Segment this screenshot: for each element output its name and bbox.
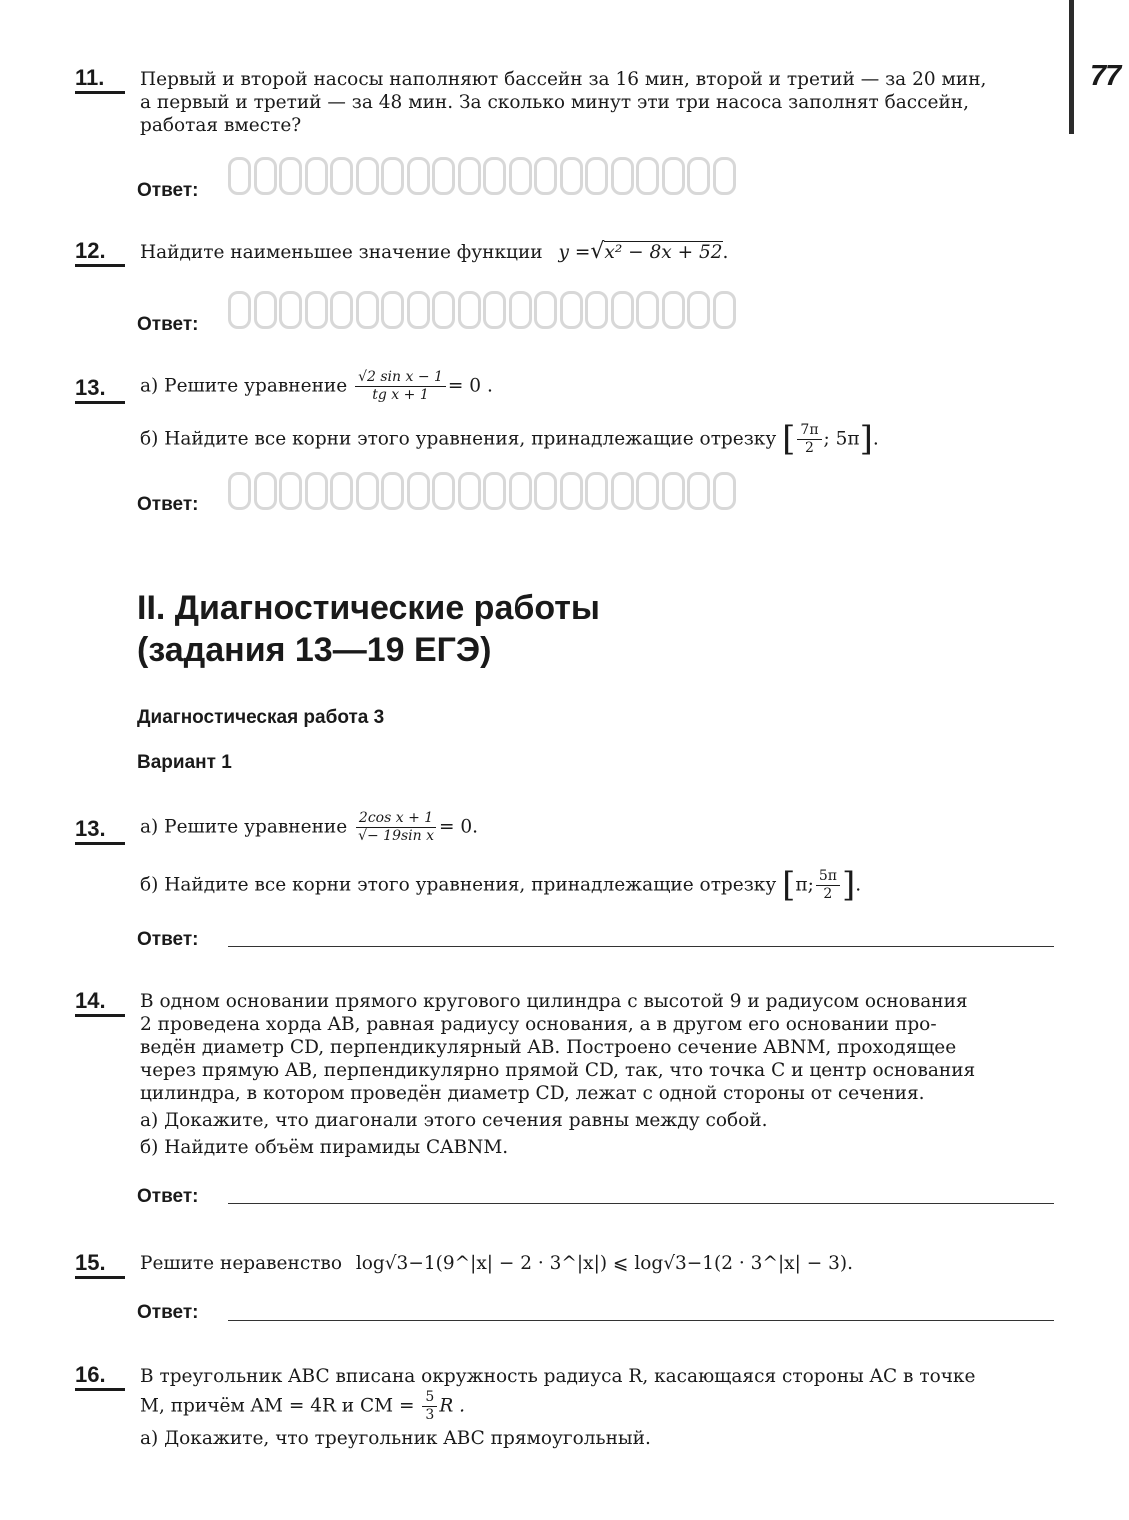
answer-cell[interactable] <box>560 291 583 329</box>
answer-cell[interactable] <box>611 157 634 195</box>
task-14-answer-label: Ответ: <box>137 1186 199 1207</box>
answer-cell[interactable] <box>611 472 634 510</box>
answer-cell[interactable] <box>407 472 430 510</box>
fraction-numerator: 7π <box>797 423 821 440</box>
task-15-formula: log√3−1(9^|x| − 2 · 3^|x|) ⩽ log√3−1(2 · 3^|x| − 3). <box>355 1253 853 1274</box>
task-12-answer-cells[interactable] <box>228 291 738 329</box>
task-14-line-1: В одном основании прямого кругового цилиндра с высотой 9 и радиусом основания <box>140 991 968 1012</box>
task-15-prompt: Решите неравенство <box>140 1253 342 1274</box>
task-11-text <box>140 68 1058 137</box>
section-title-line-2: (задания 13—19 ЕГЭ) <box>137 631 492 669</box>
answer-cell[interactable] <box>636 291 659 329</box>
answer-cell[interactable] <box>381 157 404 195</box>
task-13b-part-a <box>140 811 478 844</box>
task-13b-fraction <box>355 811 437 844</box>
answer-cell[interactable] <box>305 157 328 195</box>
answer-cell[interactable] <box>713 291 736 329</box>
task-13a-part-a <box>140 370 493 403</box>
task-12-number: 12. <box>75 240 125 267</box>
fraction-numerator: 5 <box>422 1390 437 1407</box>
answer-cell[interactable] <box>279 472 302 510</box>
task-14-number: 14. <box>75 990 125 1017</box>
task-13b-number: 13. <box>75 818 125 845</box>
task-13b-part-a-prompt: а) Решите уравнение <box>140 816 348 838</box>
answer-cell[interactable] <box>254 291 277 329</box>
task-16-line-2-post: R . <box>439 1395 466 1417</box>
answer-cell[interactable] <box>254 472 277 510</box>
answer-cell[interactable] <box>330 157 353 195</box>
task-11-line-2: а первый и третий — за 48 мин. За сколько минут эти три насоса заполнят бассейн, <box>140 92 970 113</box>
answer-cell[interactable] <box>483 472 506 510</box>
task-11-line-1: Первый и второй насосы наполняют бассейн за 16 мин, второй и третий — за 20 мин, <box>140 69 987 90</box>
answer-cell[interactable] <box>509 291 532 329</box>
task-13b-part-b-prompt: б) Найдите все корни этого уравнения, принадлежащие отрезку <box>140 874 777 896</box>
work-title: Диагностическая работа 3 <box>137 707 385 728</box>
task-13a-answer-label: Ответ: <box>137 494 199 515</box>
answer-cell[interactable] <box>636 157 659 195</box>
task-13a-segment-fraction <box>797 423 821 456</box>
answer-cell[interactable] <box>228 472 251 510</box>
task-13b-segment-fraction <box>816 869 840 902</box>
answer-cell[interactable] <box>509 157 532 195</box>
answer-cell[interactable] <box>305 472 328 510</box>
task-11-answer-cells[interactable] <box>228 157 738 195</box>
task-12-text: Найдите наименьшее значение функции y =√x² − 8x + 52. <box>140 239 729 264</box>
task-13a-fraction <box>355 370 446 403</box>
page-number: 77 <box>1090 60 1121 92</box>
task-16-number: 16. <box>75 1364 125 1391</box>
task-13b-end: . <box>855 874 862 896</box>
answer-cell[interactable] <box>254 157 277 195</box>
answer-cell[interactable] <box>483 157 506 195</box>
answer-cell[interactable] <box>560 157 583 195</box>
task-13b-segment-pre: π; <box>795 874 814 896</box>
answer-cell[interactable] <box>458 472 481 510</box>
task-14-line-4: через прямую AB, перпендикулярно прямой CD, так, что точка C и центр основания <box>140 1060 976 1081</box>
task-13a-end: . <box>872 428 879 450</box>
task-14-line-3: ведён диаметр CD, перпендикулярный AB. Построено сечение ABNM, проходящее <box>140 1037 957 1058</box>
task-11-number: 11. <box>75 67 125 94</box>
answer-cell[interactable] <box>483 291 506 329</box>
task-16-line-2 <box>140 1390 1055 1423</box>
answer-cell[interactable] <box>534 291 557 329</box>
task-12-radicand: x² − 8x + 52 <box>604 242 723 263</box>
fraction-denominator: tg x + 1 <box>372 387 429 403</box>
task-13a-part-b-prompt: б) Найдите все корни этого уравнения, принадлежащие отрезку <box>140 428 777 450</box>
answer-cell[interactable] <box>687 291 710 329</box>
answer-cell[interactable] <box>432 157 455 195</box>
answer-cell[interactable] <box>407 291 430 329</box>
answer-cell[interactable] <box>279 291 302 329</box>
task-16-fraction <box>422 1390 437 1423</box>
answer-cell[interactable] <box>560 472 583 510</box>
task-13a-part-b: б) Найдите все корни этого уравнения, принадлежащие отрезку [ $\frac{7\pi}{2}$ ; 5π]. <box>140 419 879 459</box>
answer-cell[interactable] <box>713 472 736 510</box>
answer-cell[interactable] <box>585 291 608 329</box>
answer-cell[interactable] <box>687 157 710 195</box>
task-14-part-b: б) Найдите объём пирамиды CABNM. <box>140 1137 509 1158</box>
answer-cell[interactable] <box>305 291 328 329</box>
section-title-line-1: II. Диагностические работы <box>137 589 600 627</box>
task-13b-answer-line[interactable] <box>228 946 1054 947</box>
answer-cell[interactable] <box>356 472 379 510</box>
answer-cell[interactable] <box>509 472 532 510</box>
variant-title: Вариант 1 <box>137 752 232 773</box>
answer-cell[interactable] <box>381 291 404 329</box>
fraction-denominator: 3 <box>425 1407 435 1423</box>
section-title <box>137 587 600 671</box>
task-13b-answer-label: Ответ: <box>137 929 199 950</box>
task-13a-answer-cells[interactable] <box>228 472 738 510</box>
fraction-numerator: √2 sin x − 1 <box>355 370 446 387</box>
task-13a-part-a-prompt: а) Решите уравнение <box>140 375 348 397</box>
task-13b-part-b: б) Найдите все корни этого уравнения, принадлежащие отрезку [π; $\frac{5\pi}{2}$ ]. <box>140 865 862 905</box>
task-11-line-3: работая вместе? <box>140 115 302 136</box>
answer-cell[interactable] <box>585 472 608 510</box>
answer-cell[interactable] <box>585 157 608 195</box>
task-13a-eq: = 0 . <box>447 375 493 397</box>
task-15-answer-label: Ответ: <box>137 1302 199 1323</box>
answer-cell[interactable] <box>356 291 379 329</box>
answer-cell[interactable] <box>534 472 557 510</box>
task-12-answer-label: Ответ: <box>137 314 199 335</box>
task-16-line-1: В треугольник ABC вписана окружность радиуса R, касающаяся стороны AC в точке <box>140 1366 976 1387</box>
answer-cell[interactable] <box>407 157 430 195</box>
task-14-text <box>140 990 1055 1159</box>
task-15-number: 15. <box>75 1252 125 1279</box>
answer-cell[interactable] <box>228 157 251 195</box>
answer-cell[interactable] <box>636 472 659 510</box>
fraction-numerator: 2cos x + 1 <box>356 811 436 828</box>
answer-cell[interactable] <box>534 157 557 195</box>
fraction-numerator: 5π <box>816 869 840 886</box>
page-edge-rule <box>1069 0 1074 134</box>
task-13a-segment-rest: ; 5π <box>823 428 860 450</box>
answer-cell[interactable] <box>662 157 685 195</box>
task-12-formula-lhs: y = <box>558 242 591 263</box>
fraction-denominator: √− 19sin x <box>358 828 435 844</box>
task-13b-eq: = 0. <box>439 816 479 838</box>
fraction-denominator: 2 <box>823 886 833 902</box>
task-16-text <box>140 1365 1055 1450</box>
task-14-part-a: а) Докажите, что диагонали этого сечения равны между собой. <box>140 1110 768 1131</box>
answer-cell[interactable] <box>381 472 404 510</box>
answer-cell[interactable] <box>458 157 481 195</box>
answer-cell[interactable] <box>713 157 736 195</box>
task-13a-number: 13. <box>75 377 125 404</box>
answer-cell[interactable] <box>432 291 455 329</box>
answer-cell[interactable] <box>228 291 251 329</box>
answer-cell[interactable] <box>687 472 710 510</box>
fraction-denominator: 2 <box>805 440 814 456</box>
task-14-line-5: цилиндра, в котором проведён диаметр CD, лежат с одной стороны от сечения. <box>140 1083 925 1104</box>
answer-cell[interactable] <box>458 291 481 329</box>
answer-cell[interactable] <box>432 472 455 510</box>
task-14-line-2: 2 проведена хорда AB, равная радиусу основания, а в другом его основании про- <box>140 1014 937 1035</box>
task-12-end: . <box>722 242 729 263</box>
task-15-answer-line[interactable] <box>228 1320 1054 1321</box>
answer-cell[interactable] <box>662 472 685 510</box>
task-12-prompt: Найдите наименьшее значение функции <box>140 242 543 263</box>
task-16-part-a: а) Докажите, что треугольник ABC прямоугольный. <box>140 1428 651 1449</box>
answer-cell[interactable] <box>330 472 353 510</box>
answer-cell[interactable] <box>611 291 634 329</box>
answer-cell[interactable] <box>330 291 353 329</box>
answer-cell[interactable] <box>356 157 379 195</box>
task-14-answer-line[interactable] <box>228 1203 1054 1204</box>
task-15-text <box>140 1252 853 1275</box>
task-16-line-2-pre: M, причём AM = 4R и CM = <box>140 1395 415 1417</box>
answer-cell[interactable] <box>279 157 302 195</box>
task-11-answer-label: Ответ: <box>137 180 199 201</box>
answer-cell[interactable] <box>662 291 685 329</box>
